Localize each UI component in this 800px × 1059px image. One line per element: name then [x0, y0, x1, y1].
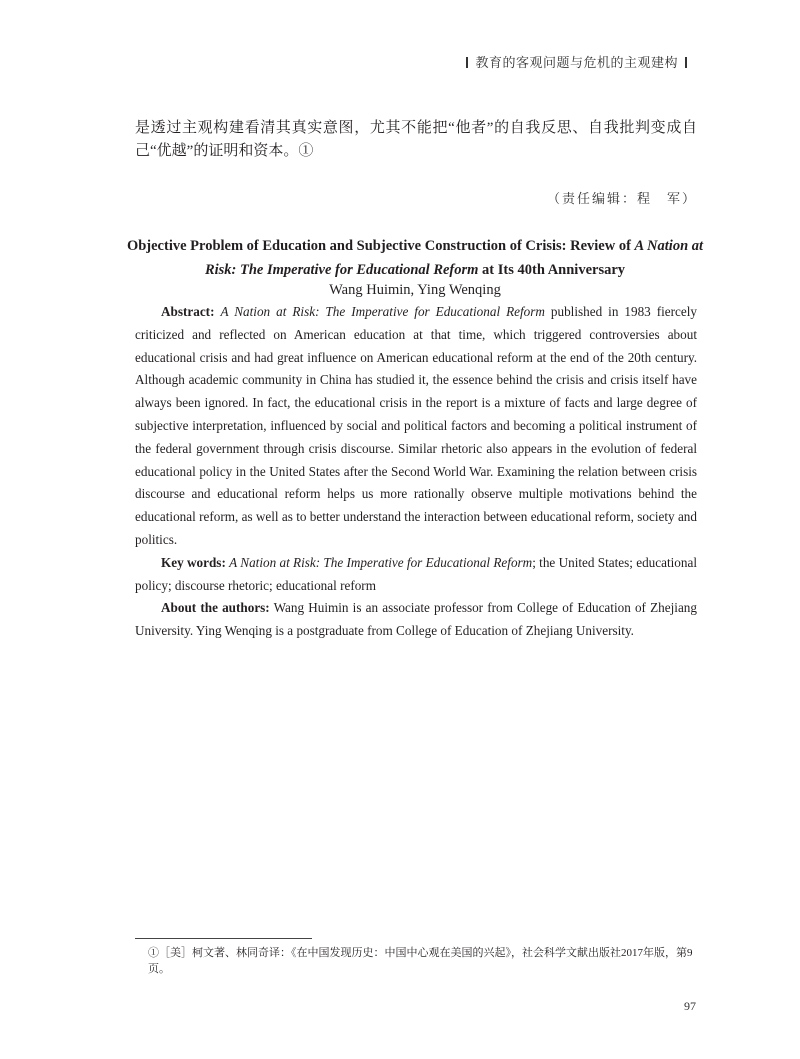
english-authors: Wang Huimin, Ying Wenqing: [329, 282, 501, 298]
abstract-italic-title: A Nation at Risk: The Imperative for Educational Reform: [220, 304, 545, 319]
title-part2: at Its 40th Anniversary: [478, 262, 626, 278]
keywords-label: Key words:: [161, 554, 226, 570]
keywords-italic-title: A Nation at Risk: The Imperative for Educational Reform: [229, 554, 533, 570]
abstract-text: published in 1983 fiercely criticized and reflected on American education at that time, which triggered controversies about educational crisis and had great influence on American educational reform at the end of the 20th century. Although academic community in China has studied it, the essence behind the crisis and crisis itself have always been ignored. In fact, the educational crisis in the report is a mixture of facts and large degree of subjective interpretation, influenced by social and political factors and becoming a political instrument of the federal government through crisis discourse. Similar rhetoric also appears in the evolution of federal educational policy in the United States after the Second World War. Examining the relation between crisis discourse and educational reform helps us more rationally observe multiple motivations behind the educational reform, as well as to better understand the interaction between educational reform, society and politics.: [135, 304, 698, 547]
footnote-divider: [135, 938, 312, 939]
abstract-paragraph: [135, 301, 697, 552]
english-title: [120, 234, 710, 282]
abstract-label: Abstract:: [161, 304, 215, 319]
title-part1: Objective Problem of Education and Subjective Construction of Crisis: Review of: [126, 238, 635, 254]
keywords-paragraph: [135, 552, 697, 598]
keywords-text: ; the United States; educational policy; discourse rhetoric; educational reform: [135, 554, 698, 593]
running-head-bar-left: [466, 57, 468, 68]
english-abstract-block: [135, 301, 697, 643]
chinese-paragraph: 是透过主观构建看清其真实意图，尤其不能把“他者”的自我反思、自我批判变成自己“优越”的证明和资本。①: [135, 120, 697, 159]
page-number: 97: [684, 999, 696, 1013]
running-head-bar-right: [685, 57, 687, 68]
running-head: [459, 52, 694, 71]
about-authors-paragraph: [135, 597, 697, 643]
editor-note: （责任编辑：程 军）: [546, 191, 697, 206]
about-authors-text: Wang Huimin is an associate professor from College of Education of Zhejiang University. Ying Wenqing is a postgraduate from College of Education of Zhejiang University.: [135, 600, 697, 639]
running-head-text: 教育的客观问题与危机的主观建构: [475, 55, 678, 70]
footnote: ①［美］柯文著、林同奇译：《在中国发现历史：中国中心观在美国的兴起》，社会科学文献出版社2017年版，第9页。: [148, 947, 693, 975]
title-italic: A Nation at Risk: The Imperative for Educational Reform: [204, 238, 704, 278]
about-authors-label: About the authors:: [161, 600, 270, 616]
